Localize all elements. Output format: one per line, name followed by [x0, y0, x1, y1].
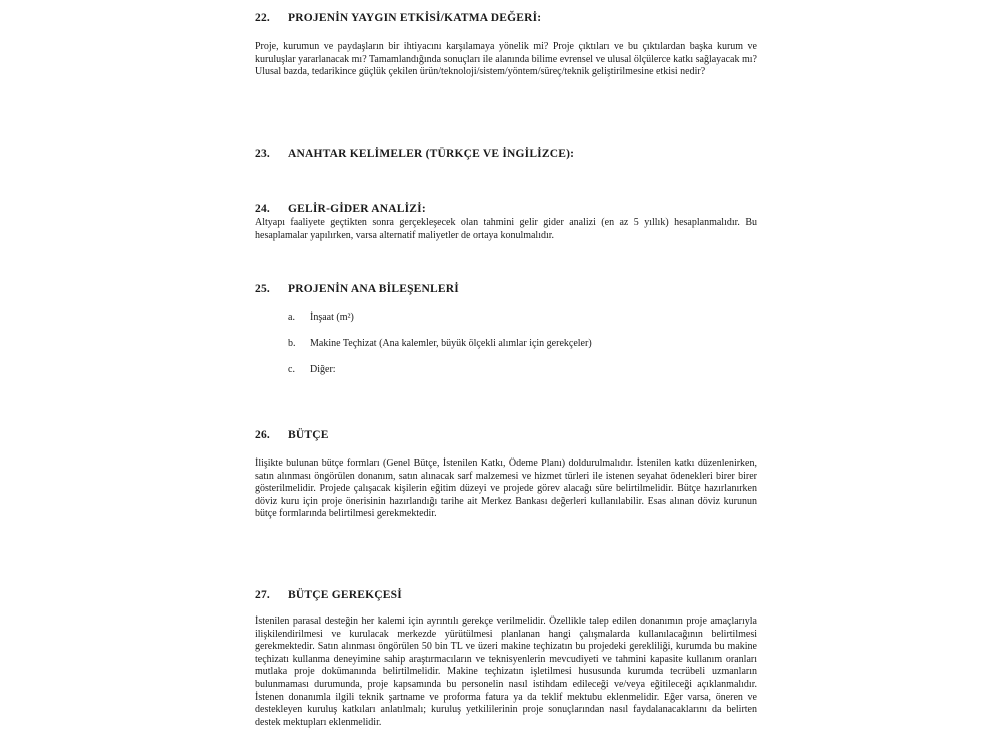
section-26-number: 26.	[255, 429, 270, 441]
component-item-text: Makine Teçhizat (Ana kalemler, büyük ölçekli alımlar için gerekçeler)	[310, 338, 592, 349]
component-item-letter: a.	[288, 312, 295, 323]
section-24-title: GELİR-GİDER ANALİZİ:	[288, 203, 426, 215]
section-24-body: Altyapı faaliyete geçtikten sonra gerçekleşecek olan tahmini gelir gider analizi (en az 5 yıllık) hesaplanmalıdır. Bu hesaplamalar yapılırken, varsa alternatif maliyetler de ortaya konulmalıdır.	[255, 217, 757, 241]
component-item-text: İnşaat (m²)	[310, 312, 354, 323]
component-item	[288, 312, 354, 323]
section-26-heading	[255, 429, 329, 441]
section-25-number: 25.	[255, 283, 270, 295]
section-23-title: ANAHTAR KELİMELER (TÜRKÇE VE İNGİLİZCE):	[288, 148, 575, 160]
section-22-title: PROJENİN YAYGIN ETKİSİ/KATMA DEĞERİ:	[288, 12, 542, 24]
component-item-letter: b.	[288, 338, 296, 349]
section-27-title: BÜTÇE GEREKÇESİ	[288, 589, 402, 601]
section-26-title: BÜTÇE	[288, 429, 329, 441]
section-26-body: İlişikte bulunan bütçe formları (Genel Bütçe, İstenilen Katkı, Ödeme Planı) doldurulmalıdır. İstenilen katkı düzenlenirken, satın alınması öngörülen donanım, satın alınacak sarf malzemesi ve hizmet türleri ile istenen seyahat ödenekleri birer birer gösterilmelidir. Projede çalışacak kişilerin eğitim düzeyi ve projede görev alacağı süre belirtilmelidir. Bütçe hazırlanırken döviz kuru için proje önerisinin hazırlandığı tarihe ait Merkez Bankası değerleri kullanılabilir. Esas alınan döviz kurunun bütçe formlarında belirtilmesi gerekmektedir.	[255, 458, 757, 520]
component-item-letter: c.	[288, 364, 295, 375]
section-27-heading	[255, 589, 402, 601]
section-23-number: 23.	[255, 148, 270, 160]
section-25-title: PROJENİN ANA BİLEŞENLERİ	[288, 283, 459, 295]
section-23-heading	[255, 148, 574, 160]
section-24-number: 24.	[255, 203, 270, 215]
section-22-heading	[255, 12, 541, 24]
section-22-body: Proje, kurumun ve paydaşların bir ihtiyacını karşılamaya yönelik mi? Proje çıktıları ve bu çıktılardan başka kurum ve kuruluşlar yararlanacak mı? Tamamlandığında sonuçları ile alanında bilime evrensel ve ulusal ölçülerce katkı sağlayacak mı? Ulusal bazda, tedarikince güçlük çekilen ürün/teknoloji/sistem/yöntem/süreç/teknik geliştirilmesine etkisi nedir?	[255, 41, 757, 78]
section-24-heading	[255, 203, 426, 215]
section-25-heading	[255, 283, 459, 295]
section-27-number: 27.	[255, 589, 270, 601]
section-27-body: İstenilen parasal desteğin her kalemi için ayrıntılı gerekçe verilmelidir. Özellikle talep edilen donanımın proje amaçlarıyla ilişkilendirilmesi ve kurulacak merkezde yürütülmesi planlanan hangi çalışmalarda kullanılacağının belirtilmesi gerekmektedir. Satın alınması öngörülen 50 bin TL ve üzeri makine teçhizatın bu projedeki gerekliliği, kurumda bu makine teçhizatı kullanma deneyimine sahip araştırmacıların ve teknisyenlerin mevcudiyeti ve tahmini kapasite kullanım oranları mutlaka proje dokümanında belirtilmelidir. Makine teçhizatın işletilmesi hususunda kurumda tecrübeli uzmanların bulunmaması durumunda, proje kapsamında bu personelin nasıl istihdam edileceği ve/veya eğitileceği açıklanmalıdır. İstenen donanımla ilgili teknik şartname ve proforma fatura ya da teklif mektubu eklenmelidir. Eğer varsa, öneren ve destekleyen kuruluş katkıları anlatılmalı; kuruluş yetkililerinin proje sonuçlarından nasıl faydalanacaklarını da belirten destek mektupları eklenmelidir.	[255, 616, 757, 728]
section-22-number: 22.	[255, 12, 270, 24]
component-item	[288, 364, 336, 375]
component-item-text: Diğer:	[310, 364, 336, 375]
component-item	[288, 338, 592, 349]
